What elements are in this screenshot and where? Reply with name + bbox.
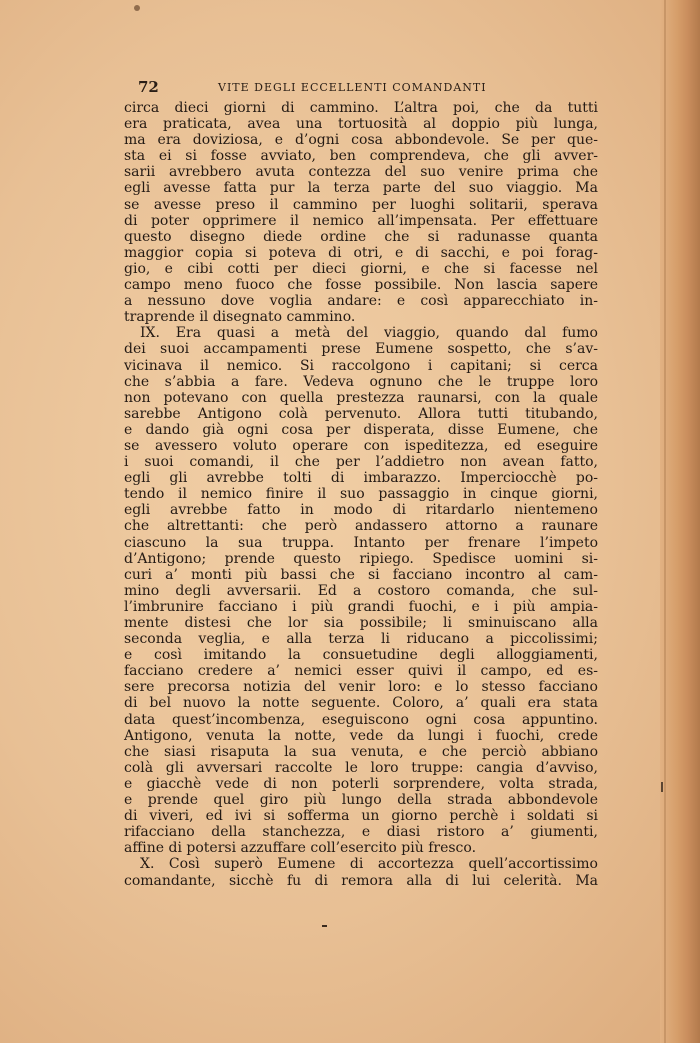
text-line: gio, e cibi cotti per dieci giorni, e che si facesse nel	[124, 260, 598, 277]
page-header	[138, 78, 598, 98]
text-line: mino degli avversarii. Ed a costoro comanda, che sul-	[124, 582, 598, 599]
text-line: e così imitando la consuetudine degli alloggiamenti,	[124, 647, 598, 664]
text-line: se avessero voluto operare con ispeditezza, ed eseguire	[124, 437, 598, 454]
page-number: 72	[138, 78, 159, 96]
text-line: colà gli avversari raccolte le loro truppe: cangia d’avviso,	[124, 759, 598, 776]
text-line: vicinava il nemico. Si raccolgono i capitani; si cerca	[124, 357, 598, 374]
text-line: l’imbrunire facciano i più grandi fuochi, e i più ampia-	[124, 598, 598, 615]
text-line: che siasi risaputa la sua venuta, e che perciò abbiano	[124, 743, 598, 760]
text-line: che s’abbia a fare. Vedeva ognuno che le truppe loro	[124, 373, 598, 390]
text-line: IX. Era quasi a metà del viaggio, quando dal fumo	[140, 325, 598, 342]
margin-mark	[661, 782, 663, 792]
text-line: maggior copia si poteva di otri, e di sacchi, e poi forag-	[124, 244, 598, 261]
text-line: sarebbe Antigono colà pervenuto. Allora tutti titubando,	[124, 405, 598, 422]
text-line: i suoi comandi, il che per l’addietro non avean fatto,	[124, 454, 598, 471]
text-line: di poter opprimere il nemico all’impensata. Per effettuare	[124, 212, 598, 229]
text-line: e prende quel giro più lungo della strada abbondevole	[124, 792, 598, 809]
text-line: comandante, sicchè fu di remora alla di lui celerità. Ma	[124, 872, 598, 889]
text-line: e dando già ogni cosa per disperata, disse Eumene, che	[124, 421, 598, 438]
footer-mark	[322, 925, 327, 927]
page-gutter	[660, 0, 700, 1043]
text-line: tendo il nemico finire il suo passaggio in cinque giorni,	[124, 486, 598, 503]
text-line: e giacchè vede di non poterli sorprendere, volta strada,	[124, 775, 598, 792]
text-line: ciascuno la sua truppa. Intanto per frenare l’impeto	[124, 534, 598, 551]
text-line: campo meno fuoco che fosse possibile. Non lascia sapere	[124, 277, 598, 294]
text-line: egli gli avrebbe tolti di imbarazzo. Imperciocchè po-	[124, 470, 598, 487]
text-line: mente distesi che lor sia possibile; li sminuiscano alla	[124, 615, 598, 631]
text-line: era praticata, avea una tortuosità al doppio più lunga,	[124, 116, 598, 133]
text-line: data quest’incombenza, eseguiscono ogni cosa appuntino.	[124, 711, 598, 728]
text-line: facciano credere a’ nemici esser quivi il campo, ed es-	[124, 663, 598, 680]
text-line: a nessuno dove voglia andare: e così apparecchiato in-	[124, 293, 598, 310]
running-head: VITE DEGLI ECCELLENTI COMANDANTI	[218, 81, 487, 94]
text-line: seconda veglia, e alla terza li riducano a piccolissimi;	[124, 631, 598, 648]
text-line: sarii avrebbero avuta contezza del suo venire prima che	[124, 164, 598, 181]
text-line: rifacciano della stanchezza, e diasi ristoro a’ giumenti,	[124, 824, 598, 841]
text-line: non potevano con quella prestezza raunarsi, con la quale	[124, 389, 598, 406]
text-line: circa dieci giorni di cammino. L’altra poi, che da tutti	[124, 100, 598, 116]
body-text	[124, 100, 598, 889]
text-line: ma era doviziosa, e d’ogni cosa abbondevole. Se per que-	[124, 132, 598, 149]
text-line: X. Così superò Eumene di accortezza quell’accortissimo	[140, 856, 598, 873]
binding-crease	[664, 0, 666, 1043]
text-line: d’Antigono; prende questo ripiego. Spedisce uomini si-	[124, 550, 598, 567]
text-line: Antigono, venuta la notte, vede da lungi i fuochi, crede	[124, 727, 598, 744]
text-line: sta ei si fosse avviato, ben comprendeva, che gli avver-	[124, 148, 598, 165]
text-line: questo disegno diede ordine che si radunasse quanta	[124, 228, 598, 245]
text-line: di viveri, ed ivi si sofferma un giorno perchè i soldati si	[124, 808, 598, 825]
text-line: se avesse preso il cammino per luoghi solitarii, sperava	[124, 196, 598, 213]
text-line: di bel nuovo la notte seguente. Coloro, a’ quali era stata	[124, 695, 598, 712]
text-line: egli avesse fatta pur la terza parte del suo viaggio. Ma	[124, 180, 598, 197]
text-line: curi a’ monti più bassi che si facciano incontro al cam-	[124, 566, 598, 583]
text-line: dei suoi accampamenti prese Eumene sospetto, che s’av-	[124, 341, 598, 358]
ink-blot	[134, 5, 140, 11]
text-line: traprende il disegnato cammino.	[124, 309, 356, 326]
text-line: sere precorsa notizia del venir loro: e lo stesso facciano	[124, 679, 598, 696]
text-line: egli avrebbe fatto in modo di ritardarlo nientemeno	[124, 502, 598, 519]
text-line: che altrettanti: che però andassero attorno a raunare	[124, 518, 598, 535]
text-line: affine di potersi azzuffare coll’esercito più fresco.	[124, 840, 477, 857]
